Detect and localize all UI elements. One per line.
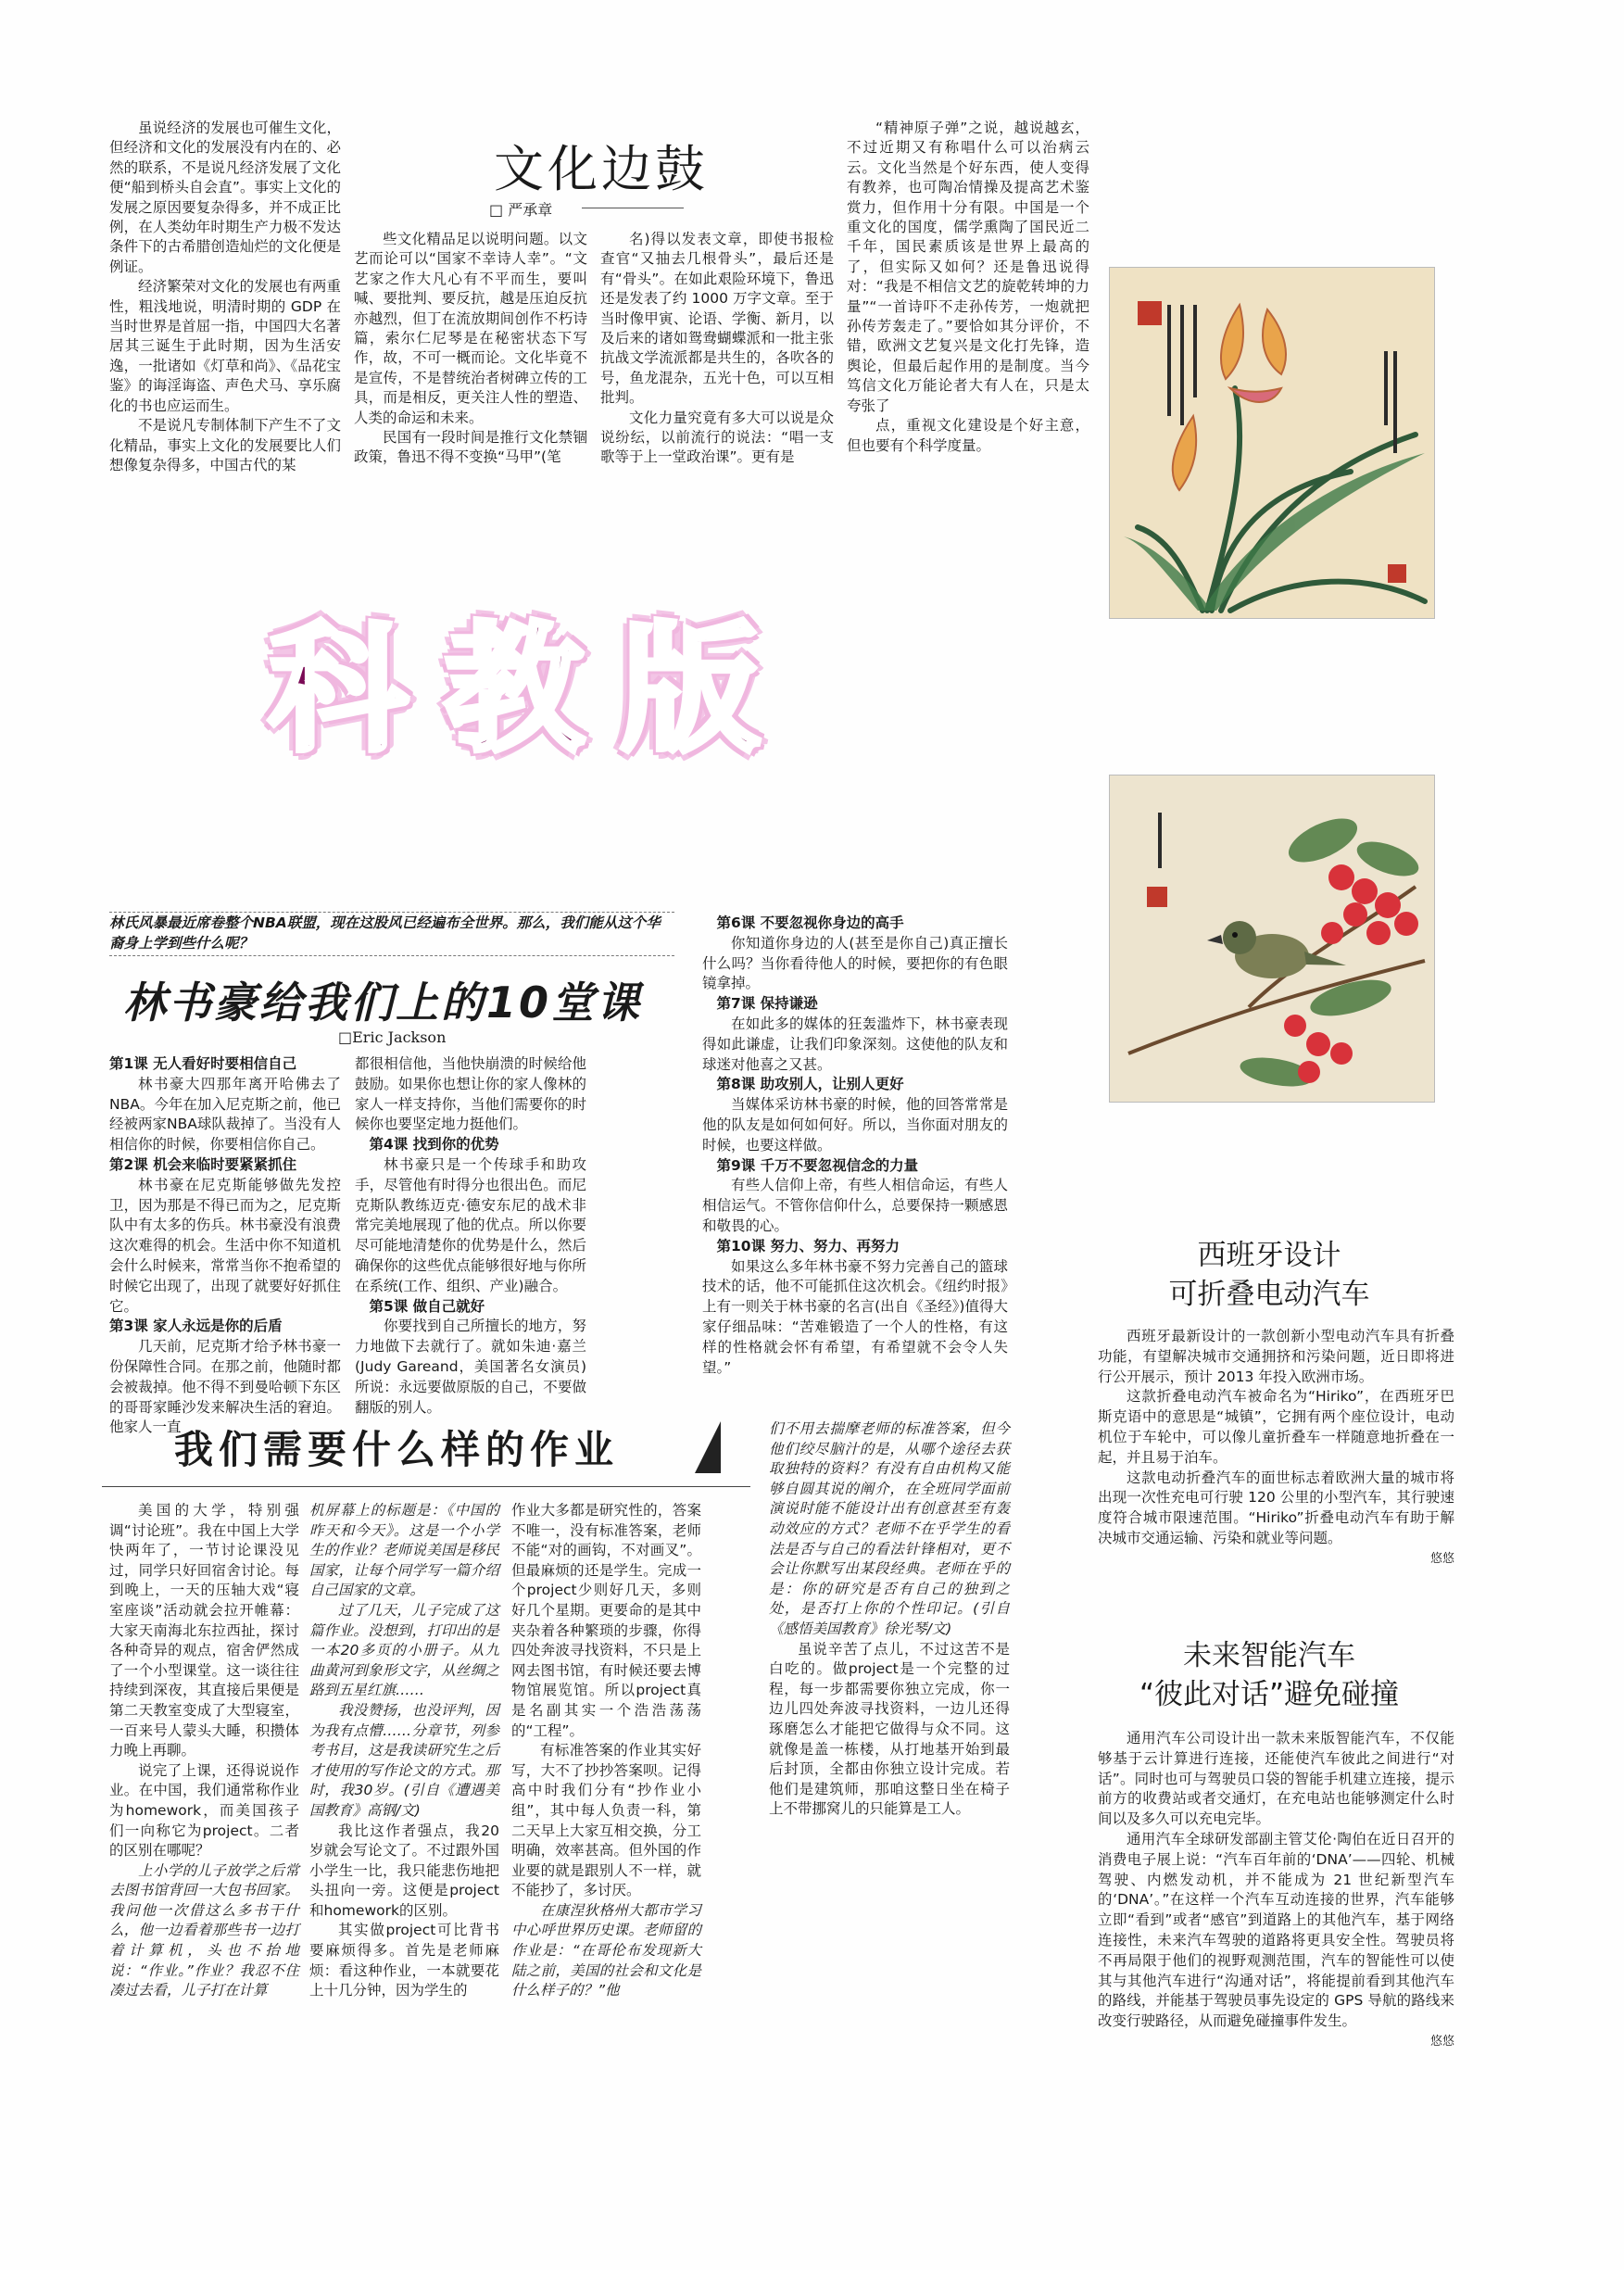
paragraph: 说完了上课，还得说说作业。在中国，我们通常称作业为homework，而美国孩子们一向称它为project。二者的区别在哪呢？	[109, 1761, 299, 1860]
orchid-painting	[1109, 267, 1435, 619]
paragraph: 其实做project可比背书要麻烦得多。首先是老师麻烦：看这种作业，一本就要花上十几分钟，因为学生的	[309, 1922, 499, 1999]
culture-col2	[354, 230, 587, 468]
title-line-2: “彼此对话”避免碰撞	[1139, 1678, 1400, 1711]
paragraph: 我没赞扬，也没评判，因为我有点懵……分章节，列参考书目，这是我读研究生之后才使用的写作论文的方式。那时，我30岁。(引自《遭遇美国教育》高钢/文)	[309, 1701, 499, 1819]
homework-col1	[109, 1501, 299, 2001]
paragraph: 过了几天，儿子完成了这篇作业。没想到，打印出的是一本20多页的小册子。从九曲黄河到象形文字，从丝绸之路到五星红旗……	[309, 1601, 499, 1699]
culture-title: 文化边鼓	[494, 140, 709, 198]
culture-col4	[847, 119, 1089, 456]
divider	[109, 955, 674, 956]
lesson-8	[702, 1075, 1008, 1155]
paragraph: 这款电动折叠汽车的面世标志着欧洲大量的城市将出现一次性充电可行驶 120 公里的小型汽车，其行驶速度符合城市限速范围。“Hiriko”折叠电动汽车有助于解决城市交通运输、污染和就业等问题。	[1098, 1469, 1454, 1546]
section-banner: 科教版	[269, 610, 798, 771]
paragraph: 经济繁荣对文化的发展也有两重性，粗浅地说，明清时期的 GDP 在当时世界是首屈一指，中国四大名著居其三诞生于此时期，因为生活安逸，一批诸如《灯草和尚》、《品花宝鉴》的诲淫诲盗、声色犬马、享乐腐化的书也应运而生。	[109, 278, 341, 414]
lesson-text: 都很相信他，当他快崩溃的时候给他鼓励。如果你也想让你的家人像林的家人一样支持你，当他们需要你的时候你也要坚定地力挺他们。	[355, 1055, 586, 1133]
car2-title	[1093, 1636, 1445, 1714]
paragraph: “精神原子弹”之说，越说越玄，不过近期又有称唱什么可以治病云云。文化当然是个好东西，使人变得有教养，也可陶冶情操及提高艺术鉴赏力，但作用十分有限。中国是一个重文化的国度，儒学熏陶了国民近二千年，国民素质该是世界上最高的了，但实际又如何？还是鲁迅说得对：“我是不相信文艺的旋乾转坤的力量”“一首诗吓不走孙传芳，一炮就把孙传芳轰走了。”要恰如其分评价，不错，欧洲文艺复兴是文化打先锋，造舆论，但最后起作用的是制度。当今笃信文化万能论者大有人在，只是太夸张了	[847, 120, 1089, 414]
homework-title: 我们需要什么样的作业	[174, 1427, 620, 1472]
lin-col3	[702, 914, 1008, 1378]
lin-col2	[355, 1054, 586, 1418]
lesson-text: 如果这么多年林书豪不努力完善自己的篮球技术的话，他不可能抓住这次机会。《纽约时报》上有一则关于林书豪的名言(出自《圣经》)值得大家仔细品味：“苦难锻造了一个人的性格，有这样的性格就会怀有希望，有希望就不会令人失望。”	[702, 1257, 1008, 1376]
lesson-text: 有些人信仰上帝，有些人相信命运，有些人相信运气。不管你信仰什么，总要保持一颗感恩和敬畏的心。	[702, 1177, 1008, 1234]
lesson-heading: 第5课 做自己就好	[369, 1297, 485, 1315]
paragraph: 有标准答案的作业其实好写，大不了抄抄答案呗。记得高中时我们分有“抄作业小组”，其中每人负责一科，第二天早上大家互相交换，分工明确，效率甚高。但外国的作业要的就是跟别人不一样，就不能抄了，多讨厌。	[511, 1742, 701, 1899]
lesson-text: 你要找到自己所擅长的地方，努力地做下去就行了。就如朱迪·嘉兰(Judy Gareand，美国著名女演员)所说：永远要做原版的自己，不要做翻版的别人。	[355, 1318, 586, 1416]
lesson-9	[702, 1156, 1008, 1237]
paragraph: 点，重视文化建设是个好主意，但也要有个科学度量。	[847, 417, 1089, 454]
homework-title-marker	[695, 1421, 721, 1473]
paragraph: 我比这作者强点，我20岁就会写论文了。不过跟外国小学生一比，我只能悲伤地把头扭向一旁。这便是project和homework的区别。	[309, 1822, 499, 1919]
lesson-text: 林书豪只是一个传球手和助攻手，尽管他有时得分也很出色。而尼克斯队教练迈克·德安东尼的战术非常完美地展现了他的优点。所以你要尽可能地清楚你的优势是什么，然后确保你的这些优点能够很好地与你所在系统(工作、组织、产业)融合。	[355, 1155, 586, 1294]
title-line-2: 可折叠电动汽车	[1168, 1278, 1370, 1311]
lin-author: □Eric Jackson	[338, 1028, 447, 1046]
car1-title	[1107, 1236, 1431, 1314]
lin-title: 林书豪给我们上的10堂课	[123, 977, 643, 1028]
paragraph: 上小学的儿子放学之后常去图书馆背回一大包书回家。我问他一次借这么多书干什么，他一边看着那些书一边打着计算机，头也不抬地说：“作业。”作业？我忍不住凑过去看，儿子打在计算	[109, 1861, 299, 1999]
lesson-4	[355, 1135, 586, 1296]
homework-col4	[769, 1419, 1010, 1820]
culture-col1	[109, 119, 341, 475]
paragraph: 名)得以发表文章，即使书报检查官“又抽去几根骨头”，最后还是有“骨头”。在如此艰险环境下，鲁迅还是发表了约 1000 万字文章。至于当时像甲寅、论语、学衡、新月，以及后来的诸如鸳鸯蝴蝶派和一批主张抗战文学流派都是共生的，各吹各的号，鱼龙混杂，五光十色，可以互相批判。	[600, 231, 834, 407]
paragraph: 虽说辛苦了点儿，不过这苦不是白吃的。做project是一个完整的过程，每一步都需要你独立完成，你一边儿四处奔波寻找资料，一边儿还得琢磨怎么才能把它做得与众不同。这就像是盖一栋楼，从打地基开始到最后封顶，全都由你独立设计完成。若他们是建筑师，那咱这整日坐在椅子上不带挪窝儿的只能算是工人。	[769, 1640, 1010, 1818]
culture-author	[489, 198, 693, 220]
lesson-heading: 第8课 助攻别人，让别人更好	[716, 1076, 904, 1093]
car1-body	[1098, 1327, 1454, 1570]
paragraph: 西班牙最新设计的一款创新小型电动汽车具有折叠功能，有望解决城市交通拥挤和污染问题，近日即将进行公开展示，预计 2013 年投入欧洲市场。	[1098, 1328, 1454, 1385]
homework-col2	[309, 1501, 499, 2001]
lesson-text: 在如此多的媒体的狂轰滥炸下，林书豪表现得如此谦虚，让我们印象深刻。这使他的队友和球迷对他喜之又甚。	[702, 1015, 1008, 1073]
paragraph: 在康涅狄格州大都市学习中心呼世界历史课。老师留的作业是：“在哥伦布发现新大陆之前，美国的社会和文化是什么样子的？”他	[511, 1901, 701, 1999]
paragraph: 通用汽车全球研发部副主管艾伦·陶伯在近日召开的消费电子展上说：“汽车百年前的‘DNA’——四轮、机械驾驶、内燃发动机，并不能成为 21 世纪新型汽车的‘DNA’。”在这样一个汽车互动连接的世界，汽车能够立即“看到”或者“感官”到道路上的其他汽车，基于网络连接性，未来汽车驾驶的道路将更具安全性。驾驶员将不再局限于他们的视野观测范围，汽车的智能性可以使其与其他汽车进行“沟通对话”，将能提前看到其他汽车的路线，并能基于驾驶员事先设定的 GPS 导航的路线来改变行驶路径，从而避免碰撞事件发生。	[1098, 1830, 1454, 2030]
lesson-heading: 第4课 找到你的优势	[369, 1136, 499, 1154]
paragraph: 民国有一段时间是推行文化禁锢政策，鲁迅不得不变换“马甲”(笔	[354, 429, 587, 466]
lesson-text: 林书豪大四那年离开哈佛去了NBA。今年在加入尼克斯之前，他已经被两家NBA球队裁掉了。当没有人相信你的时候，你要相信你自己。	[109, 1075, 341, 1154]
paragraph: 机屏幕上的标题是：《中国的昨天和今天》。这是一个小学生的作业？老师说美国是移民国家，让每个同学写一篇介绍自己国家的文章。	[309, 1502, 499, 1599]
culture-col3	[600, 230, 834, 468]
car2-body	[1098, 1729, 1454, 2052]
lin-lead	[109, 912, 674, 956]
lesson-text: 你知道你身边的人(甚至是你自己)真正擅长什么吗？当你看待他人的时候，要把你的有色眼镜拿掉。	[702, 934, 1008, 992]
title-line-1: 未来智能汽车	[1183, 1639, 1355, 1672]
lesson-heading: 第2课 机会来临时要紧紧抓住	[109, 1155, 297, 1173]
paragraph: 作业大多都是研究性的，答案不唯一，没有标准答案，老师不能“对的画钩，不对画叉”。但最麻烦的还是学生。完成一个project少则好几天，多则好几个星期。更要命的是其中夹杂着各种繁琐的步骤，你得四处奔波寻找资料，不只是上网去图书馆，有时候还要去博物馆展览馆。所以project真是名副其实一个浩浩荡荡的“工程”。	[511, 1502, 701, 1739]
byline: 悠悠	[1429, 2034, 1454, 2049]
lesson-5	[355, 1297, 586, 1419]
bird-and-berries-painting	[1109, 775, 1435, 1103]
lesson-2	[109, 1155, 341, 1317]
lesson-heading: 第3课 家人永远是你的后盾	[109, 1318, 283, 1335]
divider	[109, 912, 674, 913]
byline: 悠悠	[1429, 1551, 1454, 1566]
lesson-text: 林书豪在尼克斯能够做先发控卫，因为那是不得已而为之，尼克斯队中有太多的伤兵。林书豪没有浪费这次难得的机会。生活中你不知道机会什么时候来，常常当你不抱希望的时候它出现了，出现了就要好好抓住它。	[109, 1176, 341, 1315]
lin-col1	[109, 1054, 341, 1438]
lesson-heading: 第9课 千万不要忽视信念的力量	[716, 1156, 919, 1174]
lesson-heading: 第1课 无人看好时要相信自己	[109, 1055, 297, 1072]
bird-illustration	[1110, 776, 1434, 1102]
lesson-heading: 第10课 努力、努力、再努力	[716, 1237, 900, 1255]
paragraph: 这款折叠电动汽车被命名为“Hiriko”，在西班牙巴斯克语中的意思是“城镇”，它拥有两个座位设计，电动机位于车轮中，可以像儿童折叠车一样随意地折叠在一起，并且易于泊车。	[1098, 1388, 1454, 1466]
lesson-text: 几天前，尼克斯才给予林书豪一份保障性合同。在那之前，他随时都会被裁掉。他不得不到曼哈顿下东区的哥哥家睡沙发来解决生活的窘迫。他家人一直	[109, 1338, 341, 1436]
author-label: □ 严承章	[489, 201, 553, 219]
paragraph: 文化力量究竟有多大可以说是众说纷纭，以前流行的说法：“唱一支歌等于上一堂政治课”。更有是	[600, 409, 834, 466]
orchid-illustration	[1110, 268, 1434, 618]
paragraph: 通用汽车公司设计出一款未来版智能汽车，不仅能够基于云计算进行连接，还能使汽车彼此之间进行“对话”。同时也可与驾驶员口袋的智能手机建立连接，提示前方的收费站或者交通灯，在充电站也能够测定什么时间以及多久可以充电完毕。	[1098, 1730, 1454, 1828]
paragraph: 些文化精品足以说明问题。以文艺而论可以“国家不幸诗人幸”。“文艺家之作大凡心有不平而生，要叫喊、要批判、要反抗，越是压迫反抗亦越烈，但丁在流放期间创作不朽诗篇，索尔仁尼琴是在秘密状态下写作，故，不可一概而论。文化毕竟不是宣传，不是替统治者树碑立传的工具，而是相反，更关注人性的塑造、人类的命运和未来。	[354, 231, 587, 426]
lesson-continued	[355, 1054, 586, 1135]
paragraph: 虽说经济的发展也可催生文化，但经济和文化的发展没有内在的、必然的联系，不是说凡经济发展了文化便“船到桥头自会直”。事实上文化的发展之原因要复杂得多，并不成正比例，在人类幼年时期生产力极不发达条件下的古希腊创造灿烂的文化便是例证。	[109, 120, 341, 275]
lesson-10	[702, 1237, 1008, 1379]
homework-rule	[102, 1486, 750, 1487]
paragraph: 美国的大学，特别强调“讨论班”。我在中国上大学快两年了，一节讨论课没见过，同学只好回宿舍讨论。每到晚上，一天的压轴大戏“寝室座谈”活动就会拉开帷幕：大家天南海北东拉西扯，探讨各种奇异的观点，宿舍俨然成了一个小型课堂。这一谈往往持续到深夜，其直接后果便是第二天教室变成了大型寝室，一百来号人蒙头大睡，积攒体力晚上再聊。	[109, 1502, 299, 1759]
lesson-heading: 第6课 不要忽视你身边的高手	[716, 914, 904, 931]
homework-col3	[511, 1501, 701, 2001]
lead-text: 林氏风暴最近席卷整个NBA联盟，现在这股风已经遍布全世界。那么，我们能从这个华裔身上学到些什么呢？	[109, 914, 661, 952]
lesson-heading: 第7课 保持谦逊	[716, 995, 818, 1013]
paragraph: 们不用去揣摩老师的标准答案，但今他们绞尽脑汁的是，从哪个途径去获取独特的资料？有没有自由机构又能够自圆其说的阐介，在全班同学面前演说时能不能设计出有创意甚至有轰动效应的方式？老师不在乎学生的看法是否与自己的看法针锋相对，更不会让你默写出某段经典。老师在乎的是：你的研究是否有自己的独到之处，是否打上你的个性印记。(引自《感悟美国教育》徐光琴/文)	[769, 1420, 1010, 1637]
title-line-1: 西班牙设计	[1197, 1239, 1341, 1272]
lesson-text: 当媒体采访林书豪的时候，他的回答常常是他的队友是如何如何好。所以，当你面对朋友的时候，也要这样做。	[702, 1096, 1008, 1154]
lesson-1	[109, 1054, 341, 1155]
paragraph: 不是说凡专制体制下产生不了文化精品，事实上文化的发展要比人们想像复杂得多，中国古代的某	[109, 417, 341, 473]
lesson-7	[702, 994, 1008, 1075]
lesson-6	[702, 914, 1008, 994]
